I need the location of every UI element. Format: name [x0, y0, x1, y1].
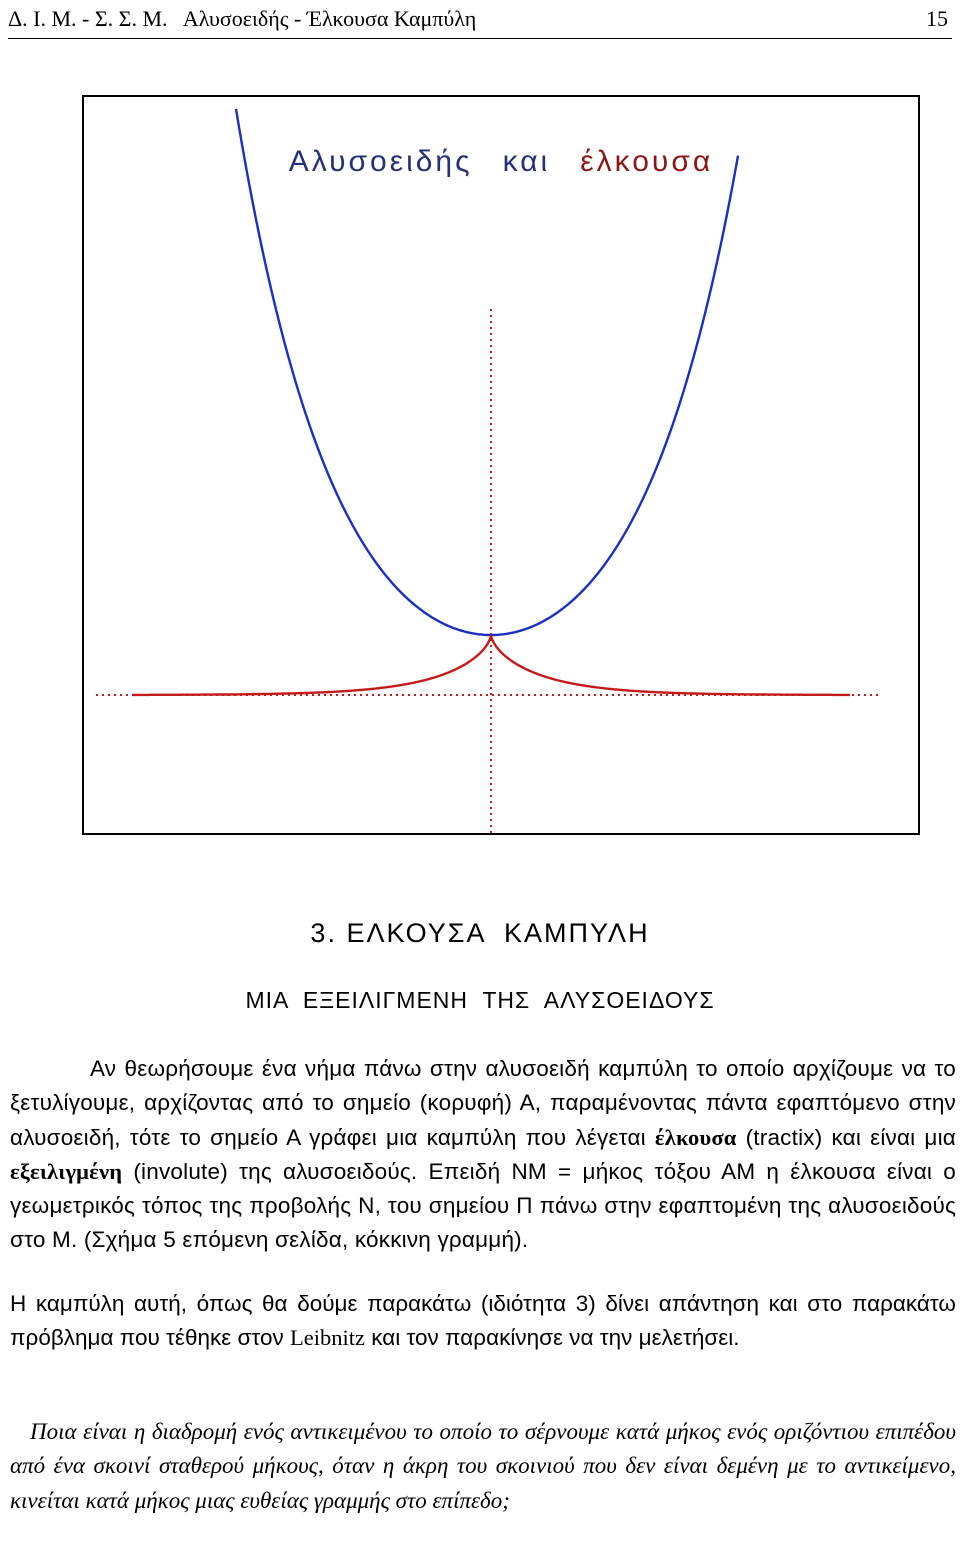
figure-catenary-tractrix: [82, 95, 920, 835]
figure-title-word-and: και: [502, 145, 551, 178]
page-number: 15: [926, 6, 948, 31]
section-subtitle: ΜΙΑ ΕΞΕΙΛΙΓΜΕΝΗ ΤΗΣ ΑΛΥΣΟΕΙΔΟΥΣ: [245, 987, 715, 1013]
plot-area: [84, 97, 918, 833]
section-title: 3. ΕΛΚΟΥΣΑ ΚΑΜΠΥΛΗ: [310, 918, 650, 948]
paragraph-1-part-2: (tractix) και είναι μια: [736, 1124, 956, 1150]
term-involute: εξειλιγμένη: [10, 1158, 123, 1184]
paragraph-2-part-2: και τον παρακίνησε να την μελετήσει.: [364, 1325, 740, 1351]
tractrix-curve-right: [491, 635, 850, 695]
catenary-curve: [236, 109, 738, 635]
term-tractrix: έλκουσα: [654, 1124, 737, 1150]
paragraph-1: [10, 1052, 956, 1258]
page-header: [8, 0, 952, 39]
paragraph-2: [10, 1287, 956, 1356]
name-leibnitz: Leibnitz: [290, 1325, 365, 1351]
figure-title-word-catenary: Αλυσοειδής: [288, 145, 473, 178]
tractrix-curve-left: [132, 635, 491, 695]
paragraph-1-part-3: (involute) της αλυσοειδούς. Επειδή ΝΜ = μήκος τόξου ΑΜ η έλκουσα είναι ο γεωμετρικός τόπος της προβολής Ν, του σημείου Π πάνω στην εφαπτομένη της αλυσοειδούς στο Μ. (Σχήμα 5 επόμενη σελίδα, κόκκινη γραμμή).: [10, 1158, 956, 1253]
figure-title-word-tractrix: έλκουσα: [580, 145, 714, 178]
question-paragraph: Ποια είναι η διαδρομή ενός αντικειμένου το οποίο το σέρνουμε κατά μήκος ενός οριζόντιου επιπέδου από ένα σκοινί σταθερού μήκους, όταν η άκρη του σκοινιού που δεν είναι δεμένη με το αντικείμενο, κινείται κατά μήκος μιας ευθείας γραμμής στο επίπεδο;: [10, 1419, 956, 1513]
paragraph-1-part-1: Αν θεωρήσουμε ένα νήμα πάνω στην αλυσοειδή καμπύλη το οποίο αρχίζουμε να το ξετυλίγουμε, αρχίζοντας από το σημείο (κορυφή) Α, παραμένοντας πάντα εφαπτόμενο στην αλυσοειδή, τότε το σημείο Α γράφει μια καμπύλη που λέγεται: [10, 1056, 956, 1150]
header-title: Δ. Ι. Μ. - Σ. Σ. Μ. Αλυσοειδής - Έλκουσα Καμπύλη: [8, 6, 477, 31]
paragraph-2-part-1: Η καμπύλη αυτή, όπως θα δούμε παρακάτω (ιδιότητα 3) δίνει απάντηση και στο παρακάτω πρόβλημα που τέθηκε στον: [10, 1291, 956, 1351]
